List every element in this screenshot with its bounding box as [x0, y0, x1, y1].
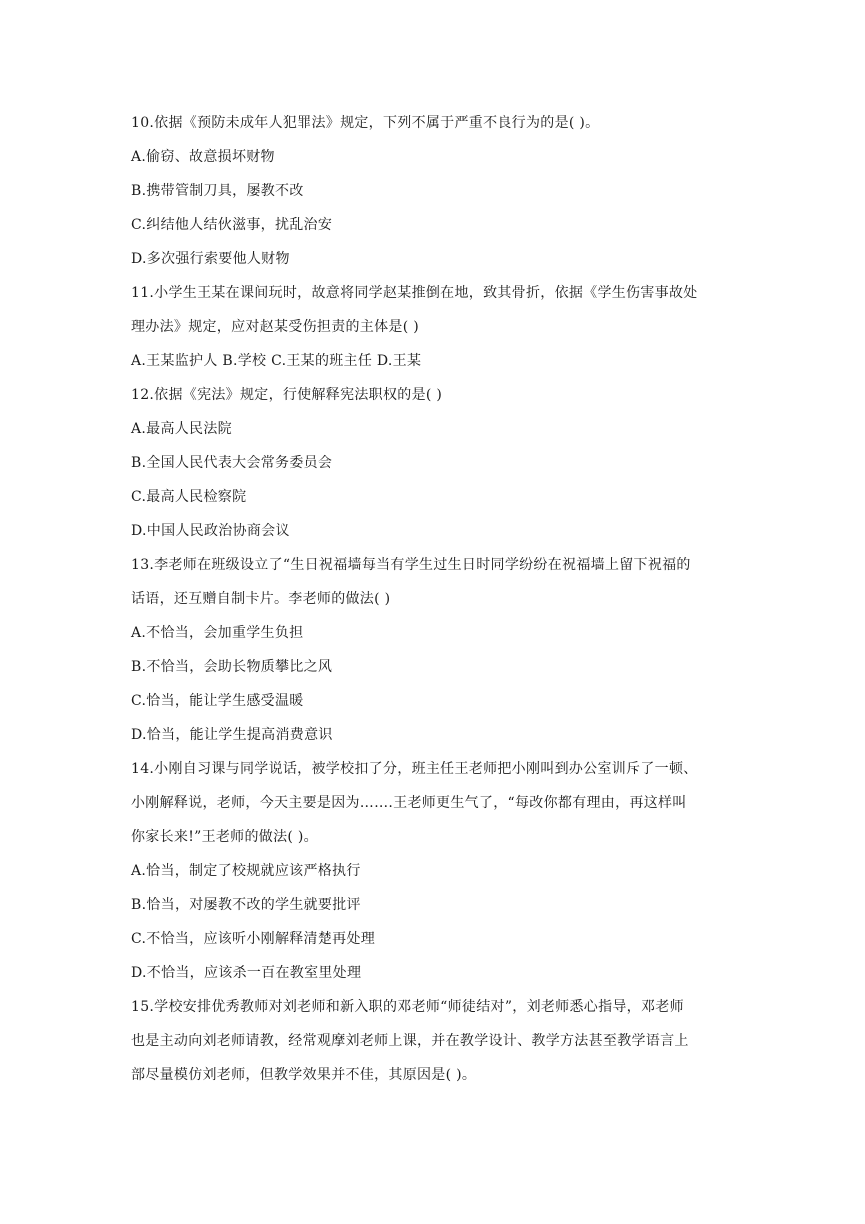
q11-options: A.王某监护人 B.学校 C.王某的班主任 D.王某 [131, 353, 422, 369]
q12-stem-line-1: 12.依据《宪法》规定，行使解释宪法职权的是( ) [131, 387, 443, 403]
q14-stem-line-1: 14.小刚自习课与同学说话，被学校扣了分，班主任王老师把小刚叫到办公室训斥了一顿、 [131, 761, 698, 777]
q14-stem-line-2: 小刚解释说，老师，今天主要是因为…….王老师更生气了，“每改你都有理由，再这样叫 [131, 795, 687, 811]
q14-option-b: B.恰当，对屡教不改的学生就要批评 [131, 897, 361, 913]
q14-option-c: C.不恰当，应该听小刚解释清楚再处理 [131, 931, 376, 947]
q15-stem-line-1: 15.学校安排优秀教师对刘老师和新入职的邓老师“师徒结对”，刘老师悉心指导，邓老师 [131, 999, 684, 1015]
q10-option-a: A.偷窃、故意损坏财物 [131, 149, 275, 165]
q13-option-c: C.恰当，能让学生感受温暖 [131, 693, 304, 709]
q11-stem-line-2: 理办法》规定，应对赵某受伤担责的主体是( ) [131, 319, 419, 335]
q14-option-a: A.恰当，制定了校规就应该严格执行 [131, 863, 361, 879]
q12-option-a: A.最高人民法院 [131, 421, 232, 437]
q10-stem-line-1: 10.依据《预防未成年人犯罪法》规定，下列不属于严重不良行为的是( )。 [131, 115, 600, 131]
q13-stem-line-1: 13.李老师在班级设立了“生日祝福墙每当有学生过生日时同学纷纷在祝福墙上留下祝福的 [131, 557, 691, 573]
q13-option-b: B.不恰当，会助长物质攀比之风 [131, 659, 333, 675]
q10-option-b: B.携带管制刀具，屡教不改 [131, 183, 304, 199]
q12-option-b: B.全国人民代表大会常务委员会 [131, 455, 333, 471]
q14-option-d: D.不恰当，应该杀一百在教室里处理 [131, 965, 362, 981]
q15-stem-line-3: 部尽量模仿刘老师，但教学效果并不佳，其原因是( )。 [131, 1067, 477, 1083]
q12-option-d: D.中国人民政治协商会议 [131, 523, 290, 539]
q13-option-a: A.不恰当，会加重学生负担 [131, 625, 304, 641]
q13-option-d: D.恰当，能让学生提高消费意识 [131, 727, 333, 743]
q11-stem-line-1: 11.小学生王某在课间玩时，故意将同学赵某推倒在地，致其骨折，依据《学生伤害事故处 [131, 285, 698, 301]
q15-stem-line-2: 也是主动向刘老师请教，经常观摩刘老师上课，并在教学设计、教学方法甚至教学语言上 [131, 1033, 689, 1049]
q13-stem-line-2: 话语，还互赠自制卡片。李老师的做法( ) [131, 591, 391, 607]
q10-option-c: C.纠结他人结伙滋事，扰乱治安 [131, 217, 333, 233]
q10-option-d: D.多次强行索要他人财物 [131, 251, 290, 267]
q14-stem-line-3: 你家长来!”王老师的做法( )。 [131, 829, 318, 845]
q12-option-c: C.最高人民检察院 [131, 489, 247, 505]
